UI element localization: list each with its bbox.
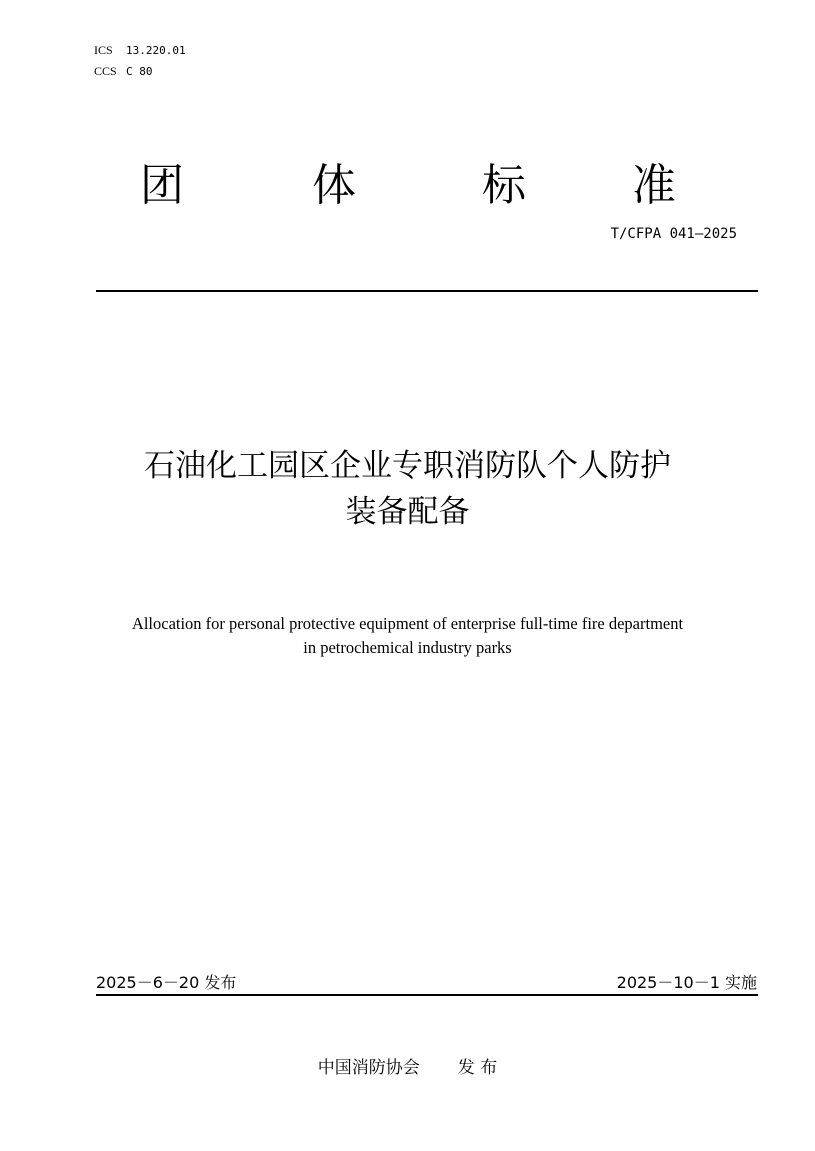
publisher [0,1053,815,1078]
english-title [0,612,815,660]
classification-codes [94,40,186,82]
standard-type-char-4: 准 [632,160,676,211]
issue-date: 2025－6－20 发布 [96,973,237,992]
title-line-1: 石油化工园区企业专职消防队个人防护 [144,448,671,484]
ics-value: 13.220.01 [126,44,186,57]
standard-number: T/CFPA 041—2025 [610,226,737,242]
standard-type-char-1: 团 [140,160,184,211]
bottom-divider [96,994,758,996]
english-title-line-2: in petrochemical industry parks [303,638,512,657]
english-title-line-1: Allocation for personal protective equipment of enterprise full-time fire department [131,614,684,633]
ics-label: ICS [94,43,113,57]
publisher-org: 中国消防协会 [317,1058,420,1078]
title-line-2: 装备配备 [345,494,470,530]
ccs-code [94,61,186,82]
publisher-action: 发 布 [457,1058,498,1078]
top-divider [96,290,758,292]
ccs-label: CCS [94,64,117,78]
document-title [0,443,815,535]
ccs-value: C 80 [126,65,153,78]
standard-type-char-3: 标 [482,160,526,211]
standard-type-char-2: 体 [312,160,356,211]
ics-code [94,40,186,61]
implementation-date: 2025－10－1 实施 [616,973,757,992]
